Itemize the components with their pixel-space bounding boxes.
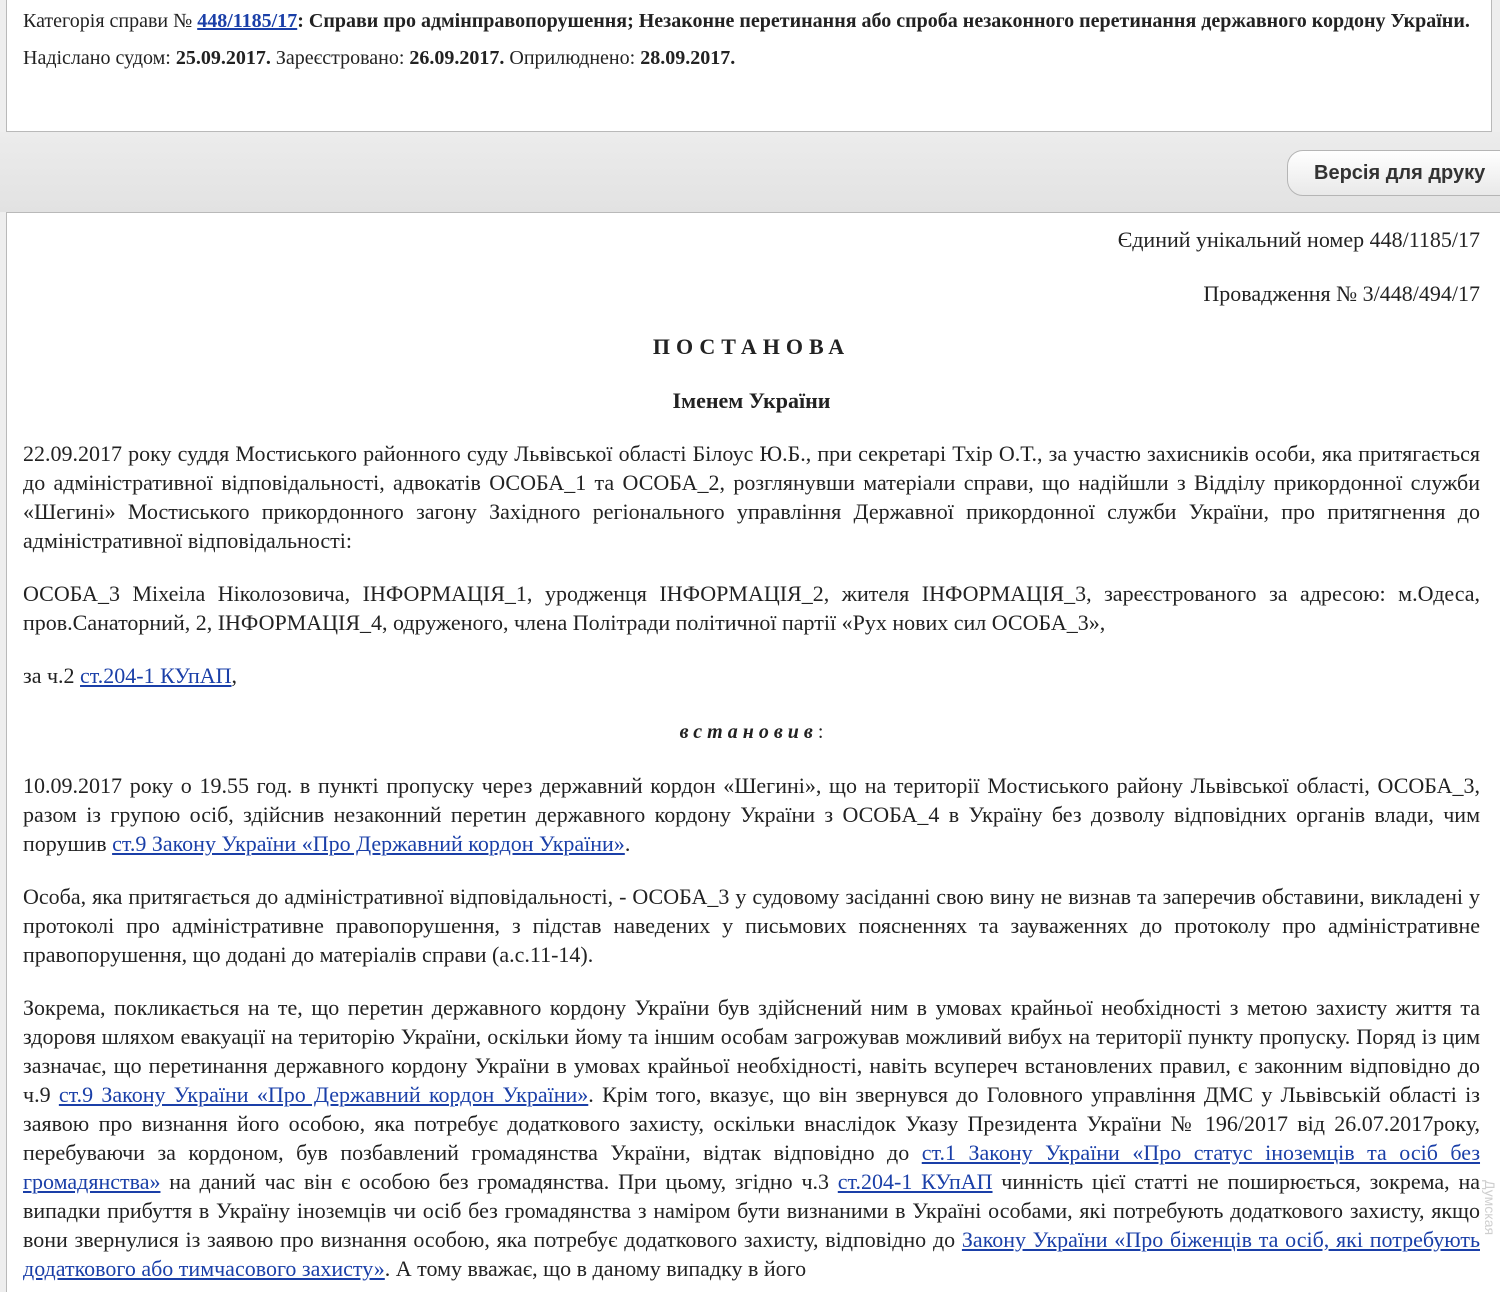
case-number-link[interactable]: 448/1185/17 [197, 10, 298, 32]
category-text: : Справи про адмінправопорушення; Незаконне перетинання або спроба незаконного перетинання державного кордону України. [297, 10, 1470, 32]
p6-part-b: . Крім того, вказує, що він звернувся до Головного управління ДМС у Львівській області із заявою про визнання його особою, яка потребує додаткового захисту, оскільки внаслідок Указу Президента України № 196/2017 від 26.07.2017року, перебуваючи за кордоном, був позбавлений громадянства України, відтак відповідно до [23, 1082, 1480, 1165]
foreigners-status-law-link[interactable]: ст.1 Закону України «Про статус іноземців та осіб без громадянства» [23, 1140, 1481, 1194]
paragraph-5: Особа, яка притягається до адміністративної відповідальності, - ОСОБА_3 у судовому засіданні свою вину не визнав та заперечив обставини, викладені у протоколі про адміністративне правопорушення, з підстав наведених у письмових поясненнях та зауваженнях до протоколу про адміністративне правопорушення, що додані до матеріалів справи (а.с.11-14). [23, 884, 1480, 967]
refugees-law-link[interactable]: Закону України «Про біженців та осіб, які потребують додаткового або тимчасового захисту» [23, 1227, 1480, 1281]
document-body [6, 212, 1500, 1292]
p6-part-e: . А тому вважає, що в даному випадку в його [384, 1256, 807, 1281]
sent-date: 25.09.2017. [175, 47, 271, 69]
document-title: ПОСТАНОВА [652, 334, 851, 359]
paragraph-2: ОСОБА_3 Міхеіла Ніколозовича, ІНФОРМАЦІЯ_1, уродженця ІНФОРМАЦІЯ_2, жителя ІНФОРМАЦІЯ_3, зареєстрованого за адресою: м.Одеса, пров.Санаторний, 2, ІНФОРМАЦІЯ_4, одруженого, члена Політради політичної партії «Рух нових сил ОСОБА_3», [23, 581, 1480, 635]
watermark: Думская [1482, 1180, 1498, 1236]
registered-date: 26.09.2017. [409, 47, 505, 69]
established-word: встановив [679, 721, 818, 743]
print-version-button[interactable]: Версія для друку [1287, 150, 1500, 196]
border-law-link[interactable]: ст.9 Закону України «Про Державний кордон України» [112, 831, 625, 856]
p4-text: 10.09.2017 року о 19.55 год. в пункті пропуску через державний кордон «Шегині», що на території Мостиського району Львівської області, ОСОБА_3, разом із групою осіб, здійснив незаконний перетин державного кордону України з ОСОБА_4 в Україну без дозволу відповідних органів влади, чим порушив [23, 773, 1480, 856]
paragraph-3 [23, 661, 1480, 690]
p3-suffix: , [231, 663, 238, 688]
category-prefix: Категорія справи № [23, 10, 198, 32]
article-204-1-link[interactable]: ст.204-1 КУпАП [80, 663, 232, 688]
p4-end: . [624, 831, 631, 856]
article-204-1-link-2[interactable]: ст.204-1 КУпАП [837, 1169, 993, 1194]
proceeding-number: Провадження № 3/448/494/17 [1203, 281, 1480, 306]
published-label: Оприлюднено: [504, 47, 641, 69]
p6-part-c: на даний час він є особою без громадянства. При цьому, згідно ч.3 [160, 1169, 838, 1194]
case-dates-line [23, 43, 1475, 74]
sent-label: Надіслано судом: [23, 47, 176, 69]
paragraph-1: 22.09.2017 року суддя Мостиського районного суду Львівської області Білоус Ю.Б., при секретарі Тхір О.Т., за участю захисників особи, яка притягається до адміністративної відповідальності, адвокатів ОСОБА_1 та ОСОБА_2, розглянувши матеріали справи, що надійшли з Відділу прикордонної служби «Шегині» Мостиського прикордонного загону Західного регіонального управління Державної прикордонної служби України, про притягнення до адміністративної відповідальності: [23, 441, 1480, 553]
case-category-line [23, 6, 1475, 37]
case-info-header [6, 0, 1492, 132]
registered-label: Зареєстровано: [270, 47, 410, 69]
paragraph-6 [23, 993, 1480, 1283]
toolbar [0, 132, 1500, 212]
established-colon: : [817, 721, 824, 743]
established-heading [23, 718, 1480, 747]
p3-prefix: за ч.2 [23, 663, 81, 688]
p6-part-a: Зокрема, покликається на те, що перетин державного кордону України був здійснений ним в умовах крайньої необхідності з метою захисту життя та здоровя шляхом евакуації на територію України, оскільки йому та іншим особам загрожував можливий вибух на території пункту пропуску. Поряд із цим зазначає, що перетинання державного кордону України в умовах крайньої необхідності, навіть всупереч встановлених правил, є законним відповідно до ч.9 [23, 995, 1480, 1107]
p6-part-d: чинність цієї статті не поширюється, зокрема, на випадки прибуття в Україну іноземців чи осіб без громадянства з наміром бути визнаними в Україні особами, які потребують додаткового захисту, якщо вони звернулися із заявою про визнання особою, яка потребує додаткового захисту, відповідно до [23, 1169, 1480, 1252]
document-subtitle: Іменем України [672, 388, 831, 413]
unique-number: Єдиний унікальний номер 448/1185/17 [1117, 227, 1480, 252]
published-date: 28.09.2017. [640, 47, 736, 69]
border-law-link-2[interactable]: ст.9 Закону України «Про Державний кордон України» [58, 1082, 589, 1107]
paragraph-4 [23, 771, 1480, 858]
